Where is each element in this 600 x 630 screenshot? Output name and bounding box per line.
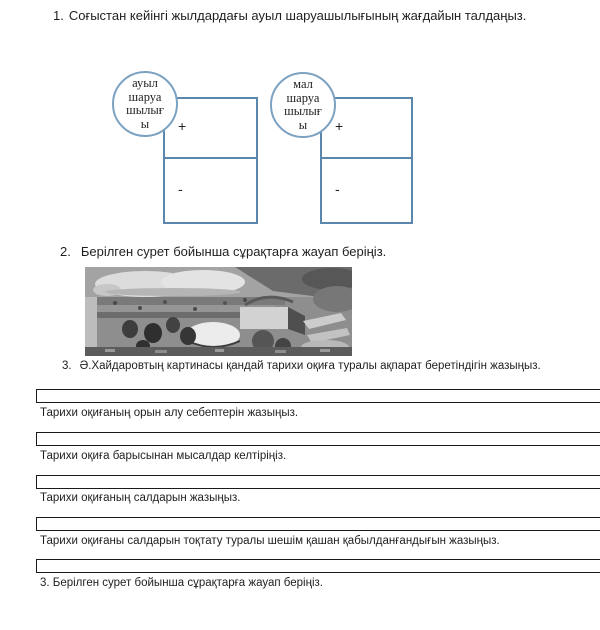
task-3-text: Ә.Хайдаровтың картинасы қандай тарихи оқиға туралы ақпарат беретіндігін жазыңыз. bbox=[79, 360, 541, 372]
plus-label: + bbox=[178, 118, 187, 134]
answer-box-5[interactable] bbox=[36, 559, 600, 573]
circle-line: шылығ bbox=[126, 103, 164, 117]
question-label-2: Тарихи оқиға барысынан мысалдар келтіріңіз. bbox=[40, 450, 287, 462]
task-2-number: 2. bbox=[60, 244, 71, 259]
task-2-item bbox=[60, 244, 480, 259]
painting-graphic bbox=[85, 267, 352, 356]
minus-cell-livestock[interactable] bbox=[322, 159, 411, 222]
task-3-number: 3. bbox=[62, 360, 72, 372]
haydarov-painting-image bbox=[85, 267, 352, 356]
circle-line: ы bbox=[298, 117, 308, 132]
circle-line: шаруа bbox=[286, 90, 320, 105]
circle-line: мал bbox=[293, 77, 313, 91]
topic-circle-livestock bbox=[270, 72, 336, 138]
t-chart-agriculture bbox=[163, 97, 258, 224]
answer-box-1[interactable] bbox=[36, 389, 600, 403]
question-label-3: Тарихи оқиғаның салдарын жазыңыз. bbox=[40, 492, 241, 504]
circle-line: шаруа bbox=[128, 89, 162, 104]
answer-box-2[interactable] bbox=[36, 432, 600, 446]
task-3-item bbox=[62, 360, 592, 373]
circle-line: ауыл bbox=[132, 76, 158, 90]
task-1-text: Соғыстан кейінгі жылдардағы ауыл шаруашылығының жағдайын талдаңыз. bbox=[68, 8, 527, 23]
circle-line: шылығ bbox=[284, 104, 322, 118]
answer-box-3[interactable] bbox=[36, 475, 600, 489]
minus-cell-agriculture[interactable] bbox=[165, 159, 256, 222]
topic-circle-agriculture bbox=[112, 71, 178, 137]
minus-label: - bbox=[335, 181, 340, 197]
answer-box-4[interactable] bbox=[36, 517, 600, 531]
task-1-number: 1. bbox=[53, 8, 64, 23]
plus-label: + bbox=[335, 118, 344, 134]
task-1-item bbox=[53, 8, 533, 23]
circle-line: ы bbox=[140, 116, 150, 131]
question-label-4: Тарихи оқиғаны салдарын тоқтату туралы шешім қашан қабылданғандығын жазыңыз. bbox=[40, 535, 500, 547]
minus-label: - bbox=[178, 181, 183, 197]
plus-cell-agriculture[interactable] bbox=[165, 99, 256, 159]
question-label-5: 3. Берілген сурет бойынша сұрақтарға жауап беріңіз. bbox=[40, 577, 323, 589]
task-2-text: Берілген сурет бойынша сұрақтарға жауап беріңіз. bbox=[80, 244, 387, 259]
question-label-1: Тарихи оқиғаның орын алу себептерін жазыңыз. bbox=[40, 407, 299, 419]
